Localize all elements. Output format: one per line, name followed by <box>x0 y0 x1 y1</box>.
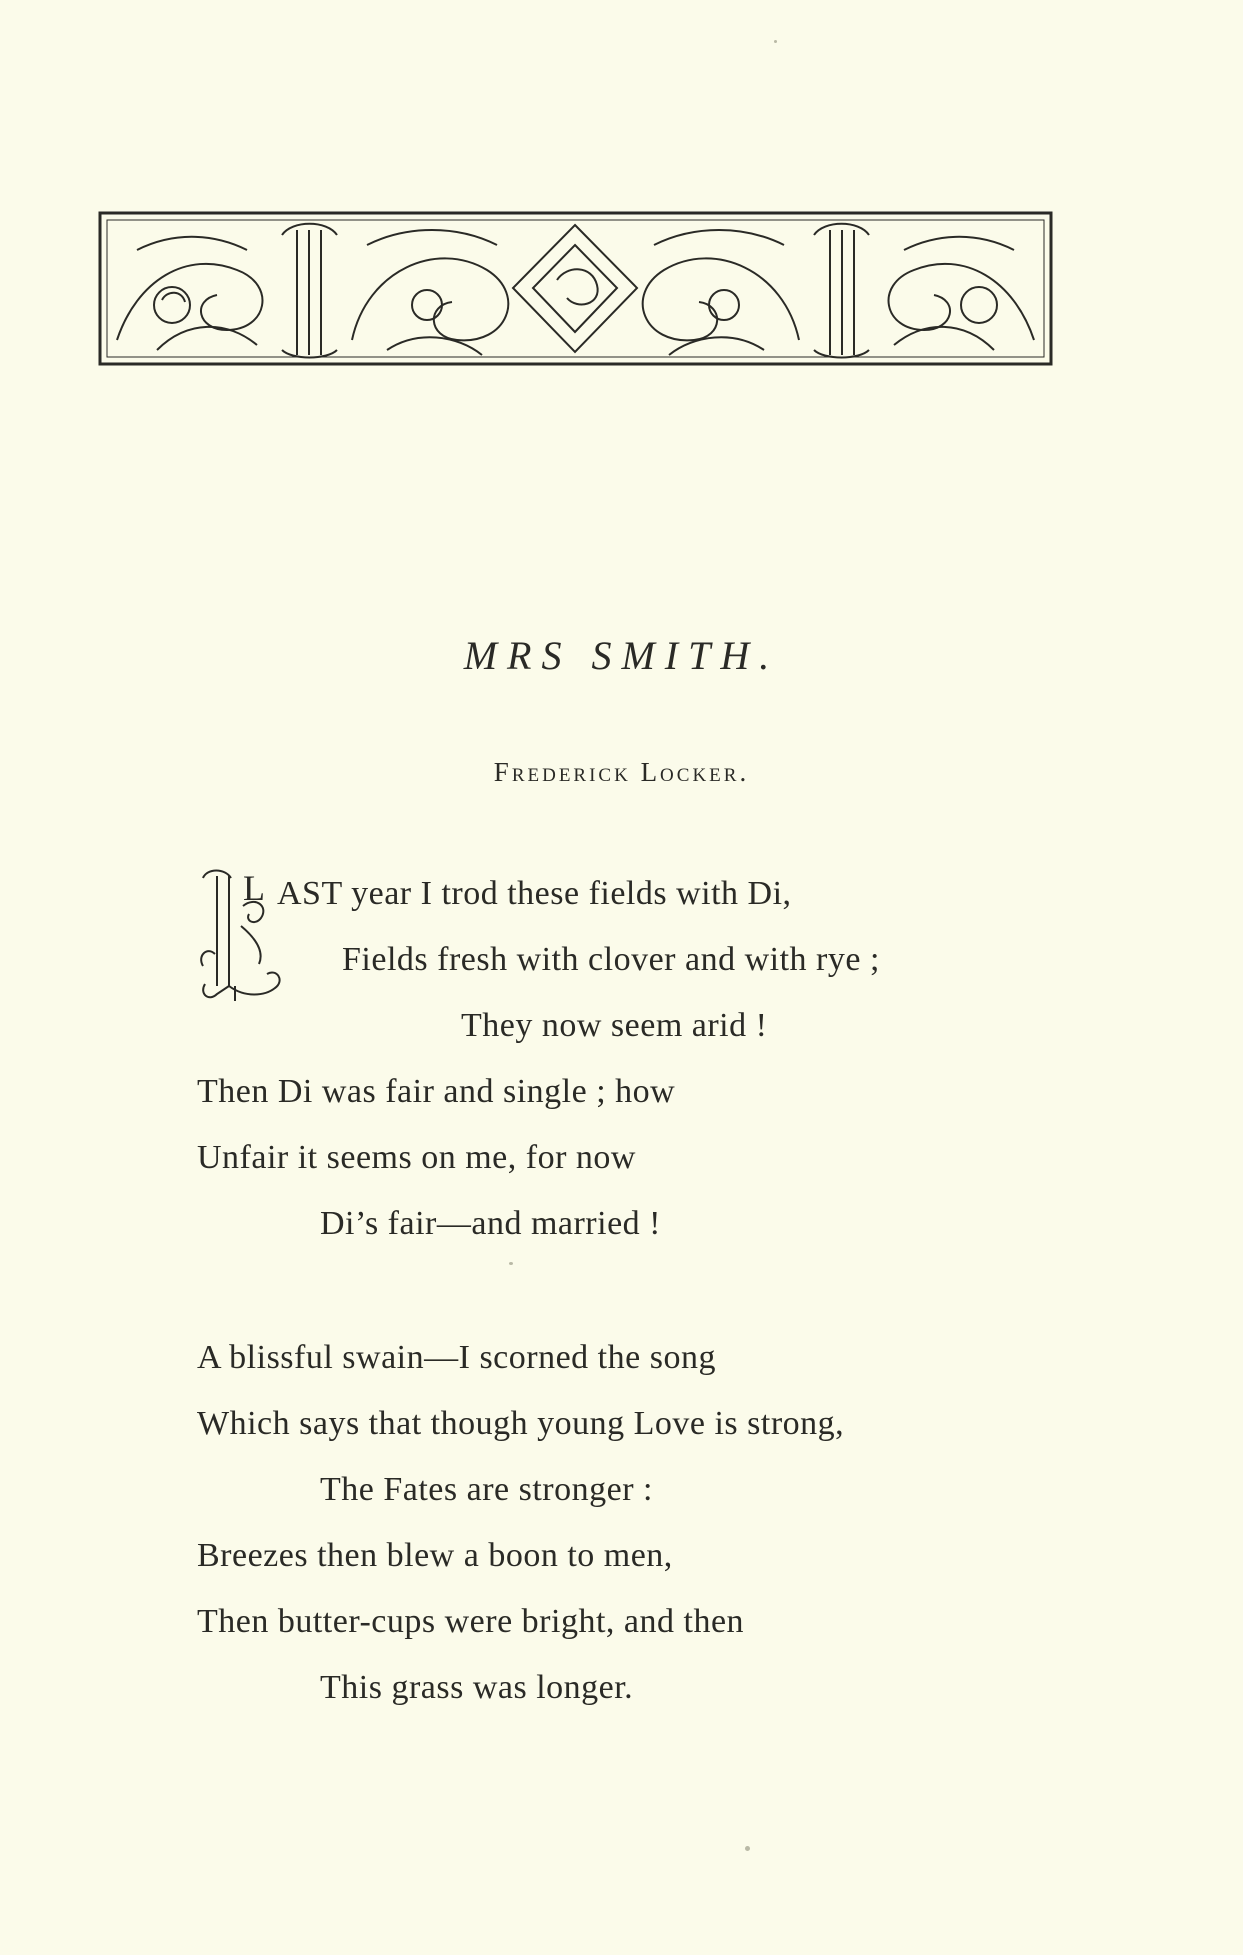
poem-line: They now seem arid ! <box>461 1007 768 1044</box>
dropcap-letter: L <box>243 868 265 908</box>
poem-line: A blissful swain—I scorned the song <box>197 1339 716 1376</box>
poem-line: Then Di was fair and single ; how <box>197 1073 676 1110</box>
poem-title: MRS SMITH. <box>463 633 780 678</box>
poem-line: Unfair it seems on me, for now <box>197 1139 636 1176</box>
poem-line: Fields fresh with clover and with rye ; <box>342 941 880 978</box>
poem-line: Then butter-cups were bright, and then <box>197 1603 745 1640</box>
paper-speck <box>774 40 777 43</box>
paper-speck <box>509 1262 513 1265</box>
poem-line: This grass was longer. <box>320 1669 634 1706</box>
poem-line: Which says that though young Love is strong, <box>197 1405 845 1442</box>
poem-author: Frederick Locker. <box>493 757 750 787</box>
poem-line: Di’s fair—and married ! <box>320 1205 661 1242</box>
paper-speck <box>745 1846 750 1851</box>
poem-line: The Fates are stronger : <box>320 1471 653 1508</box>
poem-line: AST year I trod these fields with Di, <box>277 875 792 912</box>
poem-line: Breezes then blew a boon to men, <box>197 1537 673 1574</box>
